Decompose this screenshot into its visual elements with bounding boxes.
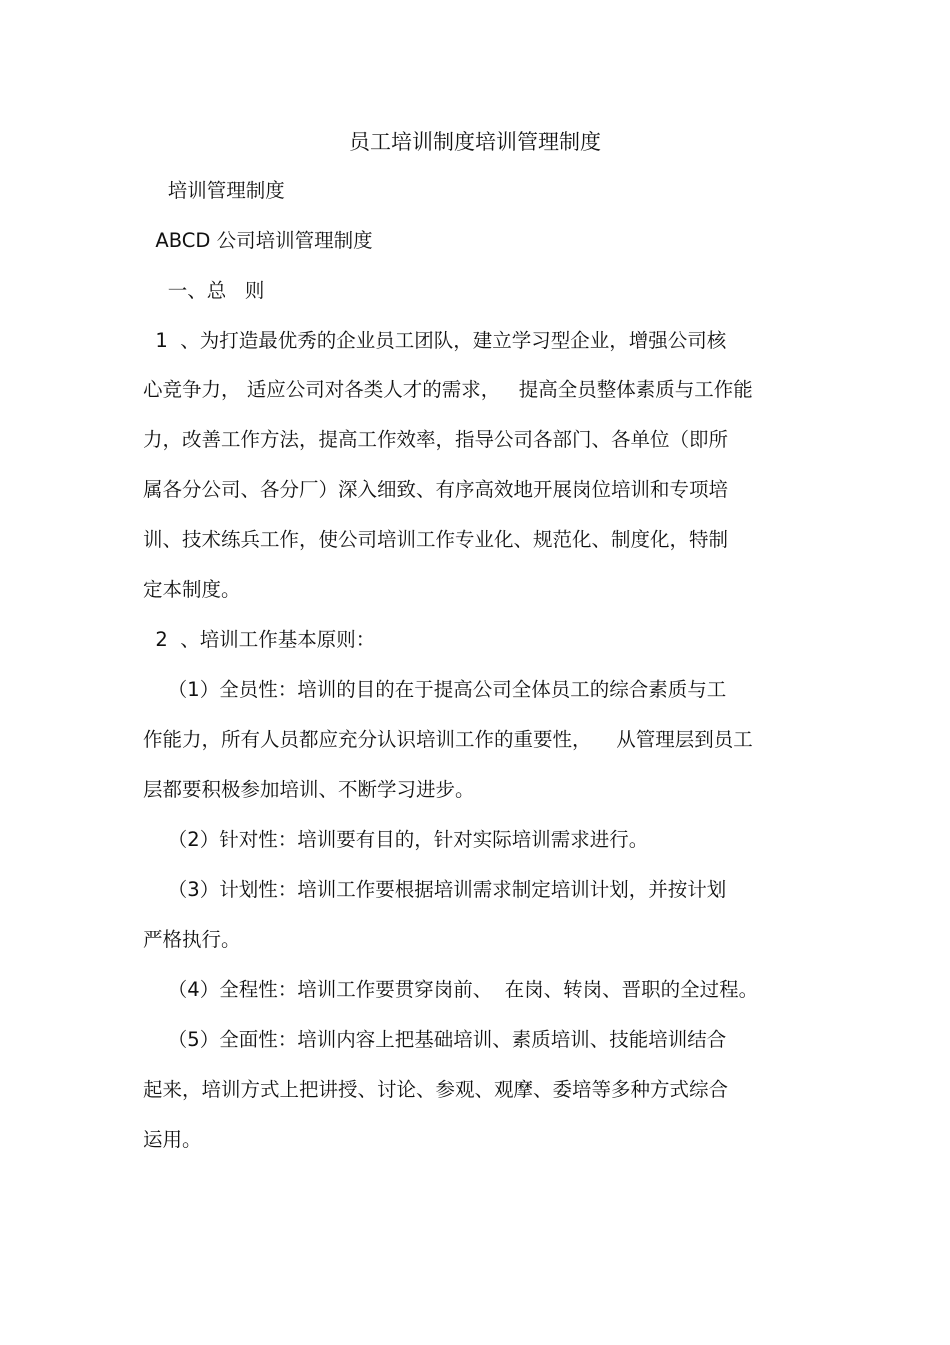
heading-company-policy: ABCD 公司培训管理制度 (143, 229, 373, 252)
paragraph-1-line-1: 1 、为打造最优秀的企业员工团队，建立学习型企业，增强公司核 (143, 329, 727, 352)
paragraph-1-line-6: 定本制度。 (143, 578, 241, 601)
paragraph-1-line-2: 心竞争力， 适应公司对各类人才的需求， 提高全员整体素质与工作能 (143, 378, 753, 401)
heading-training-policy: 培训管理制度 (143, 179, 285, 202)
principle-3-line-2: 严格执行。 (143, 928, 241, 951)
principle-3-line-1: （3）计划性：培训工作要根据培训需求制定培训计划，并按计划 (143, 878, 727, 901)
paragraph-1-line-3: 力，改善工作方法，提高工作效率，指导公司各部门、各单位（即所 (143, 428, 729, 451)
principle-1-line-1: （1）全员性：培训的目的在于提高公司全体员工的综合素质与工 (143, 678, 727, 701)
paragraph-2-heading: 2 、培训工作基本原则： (143, 628, 376, 651)
principle-1-line-2: 作能力，所有人员都应充分认识培训工作的重要性， 从管理层到员工 (143, 728, 753, 751)
principle-2-line-1: （2）针对性：培训要有目的，针对实际培训需求进行。 (143, 828, 649, 851)
section-general-heading: 一、总 则 (143, 279, 265, 302)
principle-5-line-1: （5）全面性：培训内容上把基础培训、素质培训、技能培训结合 (143, 1028, 727, 1051)
document-title: 员工培训制度培训管理制度 (349, 130, 601, 154)
paragraph-1-line-5: 训、技术练兵工作，使公司培训工作专业化、规范化、制度化，特制 (143, 528, 729, 551)
principle-5-line-3: 运用。 (143, 1128, 202, 1151)
paragraph-1-line-4: 属各分公司、各分厂）深入细致、有序高效地开展岗位培训和专项培 (143, 478, 729, 501)
principle-1-line-3: 层都要积极参加培训、不断学习进步。 (143, 778, 475, 801)
principle-5-line-2: 起来，培训方式上把讲授、讨论、参观、观摩、委培等多种方式综合 (143, 1078, 729, 1101)
principle-4-line-1: （4）全程性：培训工作要贯穿岗前、 在岗、转岗、晋职的全过程。 (143, 978, 759, 1001)
